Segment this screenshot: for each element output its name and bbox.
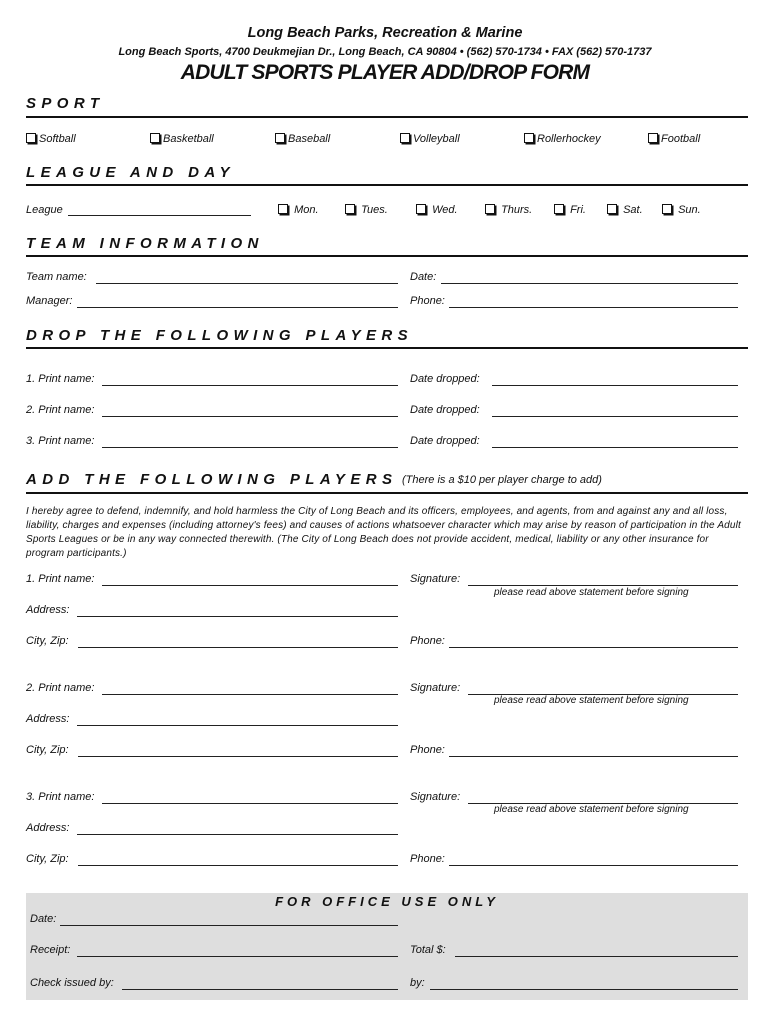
city-zip-label: City, Zip: (26, 744, 69, 756)
league-label: League (26, 204, 63, 216)
form-title: ADULT SPORTS PLAYER ADD/DROP FORM (180, 61, 590, 84)
drop-name-label: 3. Print name: (26, 435, 95, 447)
city-zip-label: City, Zip: (26, 853, 69, 865)
team-date-label: Date: (410, 271, 437, 283)
phone-field[interactable] (449, 756, 738, 757)
city-zip-label: City, Zip: (26, 635, 69, 647)
city-zip-field[interactable] (78, 865, 398, 866)
drop-date-field[interactable] (492, 385, 738, 386)
manager-field[interactable] (77, 307, 398, 308)
sport-heading: SPORT (26, 95, 105, 112)
sport-baseball-checkbox[interactable]: Baseball (275, 133, 330, 145)
address-field[interactable] (77, 834, 398, 835)
drop-date-label: Date dropped: (410, 435, 480, 447)
team-date-field[interactable] (441, 283, 738, 284)
sport-rollerhockey-checkbox[interactable]: Rollerhockey (524, 133, 601, 145)
office-heading: FOR OFFICE USE ONLY (275, 894, 499, 909)
manager-label: Manager: (26, 295, 73, 307)
team-heading: TEAM INFORMATION (26, 235, 264, 252)
checkbox-icon (607, 204, 617, 214)
checkbox-icon (26, 133, 36, 143)
drop-name-label: 2. Print name: (26, 404, 95, 416)
signature-label: Signature: (410, 791, 461, 803)
divider (26, 347, 748, 349)
divider (26, 116, 748, 118)
add-charge-note: (There is a $10 per player charge to add) (402, 474, 602, 486)
sport-softball-checkbox[interactable]: Softball (26, 133, 76, 145)
team-phone-label: Phone: (410, 295, 445, 307)
address-label: Address: (26, 822, 70, 834)
receipt-field[interactable] (77, 956, 398, 957)
checkbox-icon (662, 204, 672, 214)
day-sat-checkbox[interactable]: Sat. (607, 204, 643, 216)
phone-label: Phone: (410, 744, 445, 756)
check-issued-field[interactable] (122, 989, 398, 990)
by-field[interactable] (430, 989, 738, 990)
total-field[interactable] (455, 956, 738, 957)
phone-field[interactable] (449, 647, 738, 648)
divider (26, 255, 748, 257)
day-sun-checkbox[interactable]: Sun. (662, 204, 701, 216)
team-name-field[interactable] (96, 283, 398, 284)
checkbox-icon (554, 204, 564, 214)
phone-label: Phone: (410, 635, 445, 647)
org-address: Long Beach Sports, 4700 Deukmejian Dr., Long Beach, CA 90804 • (562) 570-1734 • FAX (562) 570-1737 (118, 46, 652, 58)
sport-football-checkbox[interactable]: Football (648, 133, 700, 145)
address-field[interactable] (77, 725, 398, 726)
divider (26, 184, 748, 186)
add-name-label: 1. Print name: (26, 573, 95, 585)
add-name-label: 3. Print name: (26, 791, 95, 803)
office-date-field[interactable] (60, 925, 398, 926)
checkbox-icon (345, 204, 355, 214)
check-issued-label: Check issued by: (30, 977, 114, 989)
checkbox-icon (524, 133, 534, 143)
add-name-label: 2. Print name: (26, 682, 95, 694)
phone-field[interactable] (449, 865, 738, 866)
day-thurs-checkbox[interactable]: Thurs. (485, 204, 532, 216)
add-heading: ADD THE FOLLOWING PLAYERS (26, 471, 398, 488)
day-fri-checkbox[interactable]: Fri. (554, 204, 586, 216)
checkbox-icon (400, 133, 410, 143)
office-date-label: Date: (30, 913, 57, 925)
sport-volleyball-checkbox[interactable]: Volleyball (400, 133, 460, 145)
address-field[interactable] (77, 616, 398, 617)
day-mon-checkbox[interactable]: Mon. (278, 204, 319, 216)
drop-name-label: 1. Print name: (26, 373, 95, 385)
signature-note: please read above statement before signing (494, 804, 689, 815)
checkbox-icon (275, 133, 285, 143)
divider (26, 492, 748, 494)
checkbox-icon (648, 133, 658, 143)
signature-label: Signature: (410, 682, 461, 694)
signature-label: Signature: (410, 573, 461, 585)
city-zip-field[interactable] (78, 756, 398, 757)
day-wed-checkbox[interactable]: Wed. (416, 204, 458, 216)
league-heading: LEAGUE AND DAY (26, 164, 235, 181)
checkbox-icon (150, 133, 160, 143)
add-name-field[interactable] (102, 694, 398, 695)
sport-basketball-checkbox[interactable]: Basketball (150, 133, 214, 145)
drop-name-field[interactable] (102, 385, 398, 386)
add-name-field[interactable] (102, 585, 398, 586)
drop-date-field[interactable] (492, 447, 738, 448)
team-name-label: Team name: (26, 271, 87, 283)
drop-date-label: Date dropped: (410, 373, 480, 385)
by-label: by: (410, 977, 425, 989)
address-label: Address: (26, 713, 70, 725)
org-name: Long Beach Parks, Recreation & Marine (247, 25, 523, 41)
checkbox-icon (278, 204, 288, 214)
drop-date-field[interactable] (492, 416, 738, 417)
signature-note: please read above statement before signing (494, 587, 689, 598)
total-label: Total $: (410, 944, 446, 956)
city-zip-field[interactable] (78, 647, 398, 648)
signature-note: please read above statement before signing (494, 695, 689, 706)
league-field[interactable] (68, 215, 251, 216)
drop-name-field[interactable] (102, 416, 398, 417)
checkbox-icon (416, 204, 426, 214)
drop-date-label: Date dropped: (410, 404, 480, 416)
signature-field[interactable] (468, 585, 738, 586)
day-tues-checkbox[interactable]: Tues. (345, 204, 388, 216)
receipt-label: Receipt: (30, 944, 71, 956)
drop-heading: DROP THE FOLLOWING PLAYERS (26, 327, 414, 344)
add-name-field[interactable] (102, 803, 398, 804)
office-use-panel (26, 893, 748, 1000)
drop-name-field[interactable] (102, 447, 398, 448)
team-phone-field[interactable] (449, 307, 738, 308)
phone-label: Phone: (410, 853, 445, 865)
address-label: Address: (26, 604, 70, 616)
release-statement: I hereby agree to defend, indemnify, and hold harmless the City of Long Beach and its officers, employees, and agents, from and against any and all loss, liability, charges and expenses (including attorney's fees) and causes of actions whatsoever character which may arise by reason of participation in the Adult Sports Leagues or be in any way connected therewith. (The City of Long Beach does not provide accident, medical, liability or any other insurance for program participants.) (26, 506, 741, 559)
checkbox-icon (485, 204, 495, 214)
